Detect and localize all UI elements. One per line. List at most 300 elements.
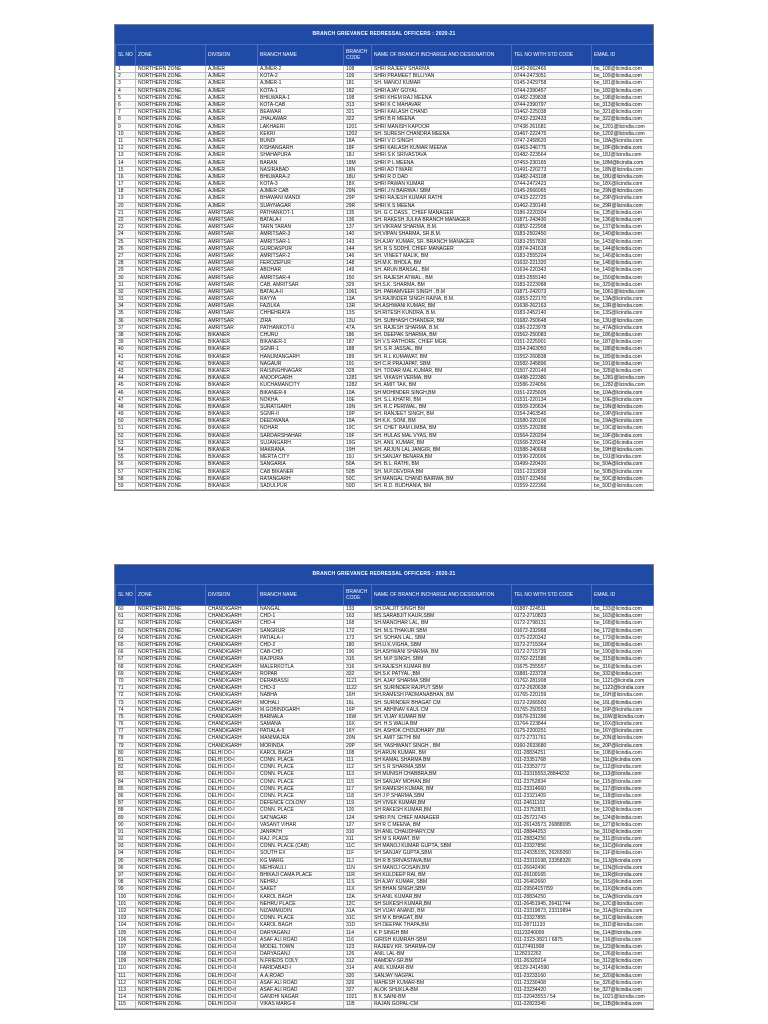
cell-tel-no: 07432-232433 bbox=[512, 116, 592, 123]
cell-branch-name: CONN. PLACE bbox=[258, 792, 344, 799]
table-row bbox=[116, 446, 654, 453]
cell-sl-no: 109 bbox=[116, 958, 136, 965]
cell-email[interactable]: bo_109@licindia.com bbox=[592, 73, 654, 80]
cell-division: DELHI DO-II bbox=[206, 936, 258, 943]
cell-branch-name: SUJANGARH bbox=[258, 439, 344, 446]
cell-email[interactable]: bo_119@licindia.com bbox=[592, 800, 654, 807]
cell-zone: NORTHERN ZONE bbox=[136, 764, 206, 771]
cell-tel-no: 01672-232968 bbox=[512, 627, 592, 634]
cell-email[interactable]: bo_148@licindia.com bbox=[592, 260, 654, 267]
cell-tel-no: 0744-2390457 bbox=[512, 87, 592, 94]
cell-branch-code: 11J bbox=[344, 857, 372, 864]
cell-email[interactable]: bo_1121@licindia.com bbox=[592, 677, 654, 684]
cell-branch-code: 116 bbox=[344, 936, 372, 943]
cell-sl-no: 23 bbox=[116, 224, 136, 231]
cell-email[interactable]: bo_332@licindia.com bbox=[592, 670, 654, 677]
cell-branch-name: CONN. PLACE bbox=[258, 915, 344, 922]
cell-incharge: SH. ARUN BANSAL, BM bbox=[372, 267, 512, 274]
cell-branch-code: 16Y bbox=[344, 728, 372, 735]
cell-email[interactable]: bo_186@licindia.com bbox=[592, 331, 654, 338]
cell-email[interactable]: bo_180@licindia.com bbox=[592, 641, 654, 648]
cell-sl-no: 1 bbox=[116, 66, 136, 73]
cell-tel-no: 011-22823345 bbox=[512, 1001, 592, 1008]
cell-division: DELHI DO-I bbox=[206, 756, 258, 763]
cell-branch-code: 1281 bbox=[344, 375, 372, 382]
cell-zone: NORTHERN ZONE bbox=[136, 958, 206, 965]
cell-division: AJMER bbox=[206, 173, 258, 180]
cell-incharge: SH M S RAWAT, BM bbox=[372, 836, 512, 843]
cell-sl-no: 46 bbox=[116, 389, 136, 396]
cell-email[interactable]: bo_329@licindia.com bbox=[592, 281, 654, 288]
cell-sl-no: 31 bbox=[116, 281, 136, 288]
cell-email[interactable]: bo_18M@licindia.com bbox=[592, 159, 654, 166]
cell-incharge: SH MOHINDER SINGH,BM bbox=[372, 389, 512, 396]
header-email: EMAIL ID bbox=[592, 585, 654, 606]
cell-division: AMRITSAR bbox=[206, 288, 258, 295]
cell-sl-no: 5 bbox=[116, 94, 136, 101]
cell-incharge: SH ARUN KUMAR, BM bbox=[372, 749, 512, 756]
cell-tel-no: 011-2323-3821 / 6875 bbox=[512, 936, 592, 943]
cell-tel-no: 01567-223456 bbox=[512, 475, 592, 482]
table-row bbox=[116, 396, 654, 403]
cell-email[interactable]: bo_173@licindia.com bbox=[592, 634, 654, 641]
cell-incharge: SHRI PAWAN KUMAR bbox=[372, 181, 512, 188]
cell-email[interactable]: bo_29R@licindia.com bbox=[592, 202, 654, 209]
cell-incharge: GIRISH KUMRAH-SBM bbox=[372, 936, 512, 943]
cell-email[interactable]: bo_120@licindia.com bbox=[592, 807, 654, 814]
cell-branch-code: 16H bbox=[344, 692, 372, 699]
cell-branch-name: BUNDI bbox=[258, 137, 344, 144]
cell-email[interactable]: bo_310@licindia.com bbox=[592, 828, 654, 835]
cell-email[interactable]: bo_1282@licindia.com bbox=[592, 382, 654, 389]
cell-email[interactable]: bo_136@licindia.com bbox=[592, 216, 654, 223]
cell-division: CHANDIGARH bbox=[206, 728, 258, 735]
cell-email[interactable]: bo_320@licindia.com bbox=[592, 972, 654, 979]
cell-zone: NORTHERN ZONE bbox=[136, 159, 206, 166]
cell-email[interactable]: bo_111@licindia.com bbox=[592, 756, 654, 763]
cell-division: DELHI DO-I bbox=[206, 922, 258, 929]
cell-branch-name: KAROL BAGH bbox=[258, 922, 344, 929]
cell-email[interactable]: bo_18F@licindia.com bbox=[592, 145, 654, 152]
cell-tel-no: 01562-250083 bbox=[512, 331, 592, 338]
cell-branch-name: ANOOPGARH bbox=[258, 375, 344, 382]
cell-branch-name: GANDHI NAGAR bbox=[258, 994, 344, 1001]
cell-email[interactable]: bo_123@licindia.com bbox=[592, 943, 654, 950]
cell-branch-name: PATIALA-I bbox=[258, 634, 344, 641]
cell-tel-no: 0183-2223988 bbox=[512, 281, 592, 288]
cell-zone: NORTHERN ZONE bbox=[136, 274, 206, 281]
cell-email[interactable]: bo_191@licindia.com bbox=[592, 360, 654, 367]
cell-division: CHANDIGARH bbox=[206, 663, 258, 670]
cell-branch-code: 133 bbox=[344, 606, 372, 613]
cell-email[interactable]: bo_11F@licindia.com bbox=[592, 850, 654, 857]
cell-division: BIKANER bbox=[206, 446, 258, 453]
table-row bbox=[116, 101, 654, 108]
table-row bbox=[116, 879, 654, 886]
cell-email[interactable]: bo_19P@licindia.com bbox=[592, 411, 654, 418]
cell-email[interactable]: bo_16Y@licindia.com bbox=[592, 728, 654, 735]
cell-incharge: SH. PARAMVEER SINGH , B.M bbox=[372, 288, 512, 295]
cell-division: AMRITSAR bbox=[206, 274, 258, 281]
cell-division: BIKANER bbox=[206, 353, 258, 360]
cell-email[interactable]: bo_29N@licindia.com bbox=[592, 188, 654, 195]
header-sl-no: SL NO bbox=[116, 585, 136, 606]
cell-incharge: SHRI S K SRIVASTAVA bbox=[372, 152, 512, 159]
cell-email[interactable]: bo_11B@licindia.com bbox=[592, 1001, 654, 1008]
cell-incharge: SHRI PRAMEET BILLIYAN bbox=[372, 73, 512, 80]
header-zone: ZONE bbox=[136, 585, 206, 606]
table-row bbox=[116, 792, 654, 799]
cell-branch-code: 108 bbox=[344, 66, 372, 73]
cell-zone: NORTHERN ZONE bbox=[136, 871, 206, 878]
cell-sl-no: 111 bbox=[116, 972, 136, 979]
table-row bbox=[116, 886, 654, 893]
cell-branch-name: BARNALA bbox=[258, 713, 344, 720]
cell-email[interactable]: bo_50D@licindia.com bbox=[592, 482, 654, 489]
cell-zone: NORTHERN ZONE bbox=[136, 735, 206, 742]
cell-email[interactable]: bo_19A@licindia.com bbox=[592, 418, 654, 425]
table-row bbox=[116, 929, 654, 936]
cell-email[interactable]: bo_19H@licindia.com bbox=[592, 446, 654, 453]
cell-email[interactable]: bo_150@licindia.com bbox=[592, 274, 654, 281]
cell-email[interactable]: bo_20N@licindia.com bbox=[592, 735, 654, 742]
cell-email[interactable]: bo_311@licindia.com bbox=[592, 836, 654, 843]
cell-sl-no: 44 bbox=[116, 375, 136, 382]
cell-zone: NORTHERN ZONE bbox=[136, 209, 206, 216]
cell-email[interactable]: bo_112@licindia.com bbox=[592, 764, 654, 771]
cell-email[interactable]: bo_11R@licindia.com bbox=[592, 871, 654, 878]
cell-email[interactable]: bo_47A@licindia.com bbox=[592, 324, 654, 331]
cell-email[interactable]: bo_20P@licindia.com bbox=[592, 742, 654, 749]
cell-sl-no: 101 bbox=[116, 900, 136, 907]
table-row bbox=[116, 692, 654, 699]
cell-email[interactable]: bo_31A@licindia.com bbox=[592, 907, 654, 914]
cell-email[interactable]: bo_1281@licindia.com bbox=[592, 375, 654, 382]
cell-incharge: SH. G C DASS , CHIEF MANAGER bbox=[372, 209, 512, 216]
cell-email[interactable]: bo_1202@licindia.com bbox=[592, 130, 654, 137]
cell-tel-no: 01852-222908 bbox=[512, 224, 592, 231]
cell-division: AMRITSAR bbox=[206, 224, 258, 231]
table-row bbox=[116, 303, 654, 310]
cell-email[interactable]: bo_16L@licindia.com bbox=[592, 699, 654, 706]
cell-email[interactable]: bo_50A@licindia.com bbox=[592, 461, 654, 468]
cell-branch-code: 187 bbox=[344, 339, 372, 346]
cell-email[interactable]: bo_140@licindia.com bbox=[592, 231, 654, 238]
table-row bbox=[116, 771, 654, 778]
cell-email[interactable]: bo_13R@licindia.com bbox=[592, 303, 654, 310]
cell-email[interactable]: bo_10A@licindia.com bbox=[592, 389, 654, 396]
cell-email[interactable]: bo_114@licindia.com bbox=[592, 929, 654, 936]
cell-branch-code: 135 bbox=[344, 209, 372, 216]
cell-incharge: SH. RAJESH ATWAL , BM bbox=[372, 274, 512, 281]
cell-sl-no: 71 bbox=[116, 685, 136, 692]
cell-email[interactable]: bo_13A@licindia.com bbox=[592, 296, 654, 303]
table-row bbox=[116, 958, 654, 965]
cell-branch-name: NANGAL bbox=[258, 606, 344, 613]
cell-email[interactable]: bo_115@licindia.com bbox=[592, 778, 654, 785]
cell-incharge: SH. AMIT SETHI BM bbox=[372, 735, 512, 742]
cell-tel-no: 01887-224511 bbox=[512, 606, 592, 613]
cell-email[interactable]: bo_108@licindia.com bbox=[592, 749, 654, 756]
cell-division: DELHI DO-I bbox=[206, 800, 258, 807]
cell-email[interactable]: bo_118@licindia.com bbox=[592, 792, 654, 799]
cell-email[interactable]: bo_1021@licindia.com bbox=[592, 994, 654, 1001]
cell-email[interactable]: bo_29P@licindia.com bbox=[592, 195, 654, 202]
cell-email[interactable]: bo_11N@licindia.com bbox=[592, 864, 654, 871]
cell-branch-name: PATIALA-II bbox=[258, 728, 344, 735]
cell-incharge: ANIL LAL-BM bbox=[372, 951, 512, 958]
cell-email[interactable]: bo_18N@licindia.com bbox=[592, 166, 654, 173]
cell-branch-code: 19P bbox=[344, 411, 372, 418]
cell-branch-code: 188 bbox=[344, 346, 372, 353]
cell-branch-name: A.A.ROAD bbox=[258, 972, 344, 979]
cell-email[interactable]: bo_11S@licindia.com bbox=[592, 879, 654, 886]
cell-branch-name: SURATGARH bbox=[258, 403, 344, 410]
cell-email[interactable]: bo_189@licindia.com bbox=[592, 353, 654, 360]
cell-sl-no: 51 bbox=[116, 425, 136, 432]
cell-tel-no: 0183-2555140 bbox=[512, 274, 592, 281]
cell-division: DELHI DO-II bbox=[206, 929, 258, 936]
cell-email[interactable]: bo_1061@licindia.com bbox=[592, 288, 654, 295]
cell-tel-no: 0744-2390797 bbox=[512, 101, 592, 108]
cell-email[interactable]: bo_19G@licindia.com bbox=[592, 439, 654, 446]
cell-email[interactable]: bo_190@licindia.com bbox=[592, 649, 654, 656]
cell-tel-no: 01559-222366 bbox=[512, 482, 592, 489]
cell-branch-name: MERTA CITY bbox=[258, 454, 344, 461]
table-row bbox=[116, 216, 654, 223]
cell-email[interactable]: bo_187@licindia.com bbox=[592, 339, 654, 346]
cell-email[interactable]: bo_163@licindia.com bbox=[592, 613, 654, 620]
cell-email[interactable]: bo_117@licindia.com bbox=[592, 785, 654, 792]
cell-zone: NORTHERN ZONE bbox=[136, 749, 206, 756]
cell-tel-no: 0145-2662465 bbox=[512, 66, 592, 73]
cell-division: CHANDIGARH bbox=[206, 606, 258, 613]
cell-email[interactable]: bo_328@licindia.com bbox=[592, 367, 654, 374]
cell-zone: NORTHERN ZONE bbox=[136, 195, 206, 202]
cell-division: AMRITSAR bbox=[206, 310, 258, 317]
cell-email[interactable]: bo_113@licindia.com bbox=[592, 771, 654, 778]
cell-division: BIKANER bbox=[206, 454, 258, 461]
cell-tel-no: 1128232262 bbox=[512, 951, 592, 958]
cell-email[interactable]: bo_137@licindia.com bbox=[592, 224, 654, 231]
cell-email[interactable]: bo_11X@licindia.com bbox=[592, 886, 654, 893]
table-row bbox=[116, 951, 654, 958]
cell-sl-no: 84 bbox=[116, 778, 136, 785]
cell-division: AJMER bbox=[206, 159, 258, 166]
cell-incharge: SH. ASHOK CHOUDHARY ,BM bbox=[372, 728, 512, 735]
cell-sl-no: 64 bbox=[116, 634, 136, 641]
cell-zone: NORTHERN ZONE bbox=[136, 238, 206, 245]
cell-email[interactable]: bo_18A@licindia.com bbox=[592, 137, 654, 144]
cell-incharge: SHRI K S MEENA bbox=[372, 202, 512, 209]
cell-email[interactable]: bo_11C@licindia.com bbox=[592, 843, 654, 850]
cell-division: BIKANER bbox=[206, 360, 258, 367]
cell-branch-code: 115 bbox=[344, 778, 372, 785]
cell-email[interactable]: bo_314@licindia.com bbox=[592, 965, 654, 972]
table-row bbox=[116, 972, 654, 979]
cell-email[interactable]: bo_172@licindia.com bbox=[592, 627, 654, 634]
cell-email[interactable]: bo_16P@licindia.com bbox=[592, 706, 654, 713]
cell-email[interactable]: bo_312@licindia.com bbox=[592, 958, 654, 965]
cell-email[interactable]: bo_1201@licindia.com bbox=[592, 123, 654, 130]
table-row bbox=[116, 871, 654, 878]
cell-tel-no: 01127491908 bbox=[512, 943, 592, 950]
table-row bbox=[116, 324, 654, 331]
cell-email[interactable]: bo_12C@licindia.com bbox=[592, 900, 654, 907]
cell-email[interactable]: bo_18X@licindia.com bbox=[592, 181, 654, 188]
cell-branch-code: 168 bbox=[344, 620, 372, 627]
cell-zone: NORTHERN ZONE bbox=[136, 216, 206, 223]
cell-sl-no: 25 bbox=[116, 238, 136, 245]
cell-sl-no: 70 bbox=[116, 677, 136, 684]
cell-zone: NORTHERN ZONE bbox=[136, 482, 206, 489]
cell-division: BIKANER bbox=[206, 367, 258, 374]
cell-email[interactable]: bo_146@licindia.com bbox=[592, 252, 654, 259]
cell-zone: NORTHERN ZONE bbox=[136, 310, 206, 317]
cell-sl-no: 72 bbox=[116, 692, 136, 699]
cell-email[interactable]: bo_13U@licindia.com bbox=[592, 317, 654, 324]
table-row bbox=[116, 439, 654, 446]
cell-email[interactable]: bo_16W@licindia.com bbox=[592, 713, 654, 720]
cell-email[interactable]: bo_50B@licindia.com bbox=[592, 468, 654, 475]
cell-division: AMRITSAR bbox=[206, 231, 258, 238]
cell-branch-name: DARYAGANJ bbox=[258, 929, 344, 936]
cell-sl-no: 34 bbox=[116, 303, 136, 310]
cell-email[interactable]: bo_182@licindia.com bbox=[592, 87, 654, 94]
cell-email[interactable]: bo_322@licindia.com bbox=[592, 116, 654, 123]
cell-zone: NORTHERN ZONE bbox=[136, 778, 206, 785]
cell-tel-no: 0151-2232838 bbox=[512, 468, 592, 475]
cell-zone: NORTHERN ZONE bbox=[136, 692, 206, 699]
cell-email[interactable]: bo_181@licindia.com bbox=[592, 80, 654, 87]
cell-email[interactable]: bo_18J@licindia.com bbox=[592, 152, 654, 159]
cell-email[interactable]: bo_19J@licindia.com bbox=[592, 454, 654, 461]
cell-division: DELHI DO-I bbox=[206, 843, 258, 850]
cell-tel-no: 0183-2555204 bbox=[512, 252, 592, 259]
cell-division: CHANDIGARH bbox=[206, 670, 258, 677]
cell-branch-name: CHD-1 bbox=[258, 613, 344, 620]
cell-division: DELHI DO-II bbox=[206, 986, 258, 993]
cell-email[interactable]: bo_198@licindia.com bbox=[592, 94, 654, 101]
cell-email[interactable]: bo_116@licindia.com bbox=[592, 936, 654, 943]
cell-email[interactable]: bo_144@licindia.com bbox=[592, 245, 654, 252]
cell-division: BIKANER bbox=[206, 389, 258, 396]
table-row bbox=[116, 353, 654, 360]
cell-branch-code: 16P bbox=[344, 706, 372, 713]
cell-email[interactable]: bo_108@licindia.com bbox=[592, 66, 654, 73]
cell-email[interactable]: bo_18U@licindia.com bbox=[592, 173, 654, 180]
cell-division: BIKANER bbox=[206, 439, 258, 446]
cell-email[interactable]: bo_19F@licindia.com bbox=[592, 432, 654, 439]
table-row bbox=[116, 188, 654, 195]
cell-branch-name: PATHANKOT-1 bbox=[258, 209, 344, 216]
cell-sl-no: 50 bbox=[116, 418, 136, 425]
cell-division: DELHI DO-I bbox=[206, 764, 258, 771]
cell-email[interactable]: bo_31C@licindia.com bbox=[592, 915, 654, 922]
cell-division: AJMER bbox=[206, 73, 258, 80]
table-row bbox=[116, 634, 654, 641]
cell-branch-name: KAROL BAGH bbox=[258, 749, 344, 756]
cell-email[interactable]: bo_168@licindia.com bbox=[592, 620, 654, 627]
cell-tel-no: 0172-2620638 bbox=[512, 685, 592, 692]
cell-zone: NORTHERN ZONE bbox=[136, 173, 206, 180]
cell-email[interactable]: bo_13S@licindia.com bbox=[592, 310, 654, 317]
cell-email[interactable]: bo_10E@licindia.com bbox=[592, 396, 654, 403]
cell-email[interactable]: bo_1122@licindia.com bbox=[592, 685, 654, 692]
cell-email[interactable]: bo_12A@licindia.com bbox=[592, 893, 654, 900]
cell-zone: NORTHERN ZONE bbox=[136, 461, 206, 468]
cell-division: DELHI DO-I bbox=[206, 871, 258, 878]
cell-email[interactable]: bo_313@licindia.com bbox=[592, 101, 654, 108]
cell-branch-name: MODEL TOWN bbox=[258, 943, 344, 950]
cell-email[interactable]: bo_149@licindia.com bbox=[592, 267, 654, 274]
cell-email[interactable]: bo_135@licindia.com bbox=[592, 209, 654, 216]
cell-email[interactable]: bo_327@licindia.com bbox=[592, 986, 654, 993]
cell-incharge: B.K.SAINI-BM bbox=[372, 994, 512, 1001]
cell-tel-no: 011-26100165 bbox=[512, 871, 592, 878]
cell-email[interactable]: bo_321@licindia.com bbox=[592, 109, 654, 116]
cell-email[interactable]: bo_16H@licindia.com bbox=[592, 692, 654, 699]
cell-branch-name: KOTA-2 bbox=[258, 73, 344, 80]
cell-email[interactable]: bo_143@licindia.com bbox=[592, 238, 654, 245]
cell-tel-no: 011-23353772 bbox=[512, 764, 592, 771]
table-row bbox=[116, 663, 654, 670]
table-row bbox=[116, 475, 654, 482]
cell-division: BIKANER bbox=[206, 396, 258, 403]
cell-email[interactable]: bo_126@licindia.com bbox=[592, 951, 654, 958]
cell-division: DELHI DO-II bbox=[206, 951, 258, 958]
cell-tel-no: 011-23234420 bbox=[512, 986, 592, 993]
table-row bbox=[116, 785, 654, 792]
cell-email[interactable]: bo_188@licindia.com bbox=[592, 346, 654, 353]
cell-sl-no: 60 bbox=[116, 606, 136, 613]
cell-email[interactable]: bo_127@licindia.com bbox=[592, 821, 654, 828]
cell-email[interactable]: bo_326@licindia.com bbox=[592, 979, 654, 986]
cell-email[interactable]: bo_31D@licindia.com bbox=[592, 922, 654, 929]
table-row bbox=[116, 828, 654, 835]
cell-branch-name: BHAWANI MANDI bbox=[258, 195, 344, 202]
cell-email[interactable]: bo_50C@licindia.com bbox=[592, 475, 654, 482]
cell-branch-code: 181 bbox=[344, 80, 372, 87]
cell-email[interactable]: bo_316@licindia.com bbox=[592, 663, 654, 670]
cell-email[interactable]: bo_16X@licindia.com bbox=[592, 721, 654, 728]
cell-zone: NORTHERN ZONE bbox=[136, 94, 206, 101]
cell-email[interactable]: bo_124@licindia.com bbox=[592, 814, 654, 821]
cell-zone: NORTHERN ZONE bbox=[136, 224, 206, 231]
table-row bbox=[116, 116, 654, 123]
cell-division: DELHI DO-I bbox=[206, 771, 258, 778]
cell-incharge: SH MANGAL CHAND BAIRWA, BM bbox=[372, 475, 512, 482]
cell-branch-code: 18A bbox=[344, 137, 372, 144]
cell-incharge: SH. SURINDER RAJPUT SBM bbox=[372, 685, 512, 692]
cell-tel-no: 011-24611102 bbox=[512, 800, 592, 807]
cell-branch-name: RAISINGHNAGAR bbox=[258, 367, 344, 374]
cell-division: CHANDIGARH bbox=[206, 620, 258, 627]
cell-division: BIKANER bbox=[206, 382, 258, 389]
cell-email[interactable]: bo_11J@licindia.com bbox=[592, 857, 654, 864]
cell-email[interactable]: bo_19N@licindia.com bbox=[592, 403, 654, 410]
cell-email[interactable]: bo_315@licindia.com bbox=[592, 656, 654, 663]
cell-division: CHANDIGARH bbox=[206, 649, 258, 656]
cell-zone: NORTHERN ZONE bbox=[136, 641, 206, 648]
cell-division: DELHI DO-II bbox=[206, 994, 258, 1001]
cell-email[interactable]: bo_133@licindia.com bbox=[592, 606, 654, 613]
cell-tel-no: 0151-2225901 bbox=[512, 339, 592, 346]
table-row bbox=[116, 202, 654, 209]
cell-tel-no: 0183-2557830 bbox=[512, 238, 592, 245]
cell-sl-no: 47 bbox=[116, 396, 136, 403]
cell-email[interactable]: bo_19C@licindia.com bbox=[592, 425, 654, 432]
